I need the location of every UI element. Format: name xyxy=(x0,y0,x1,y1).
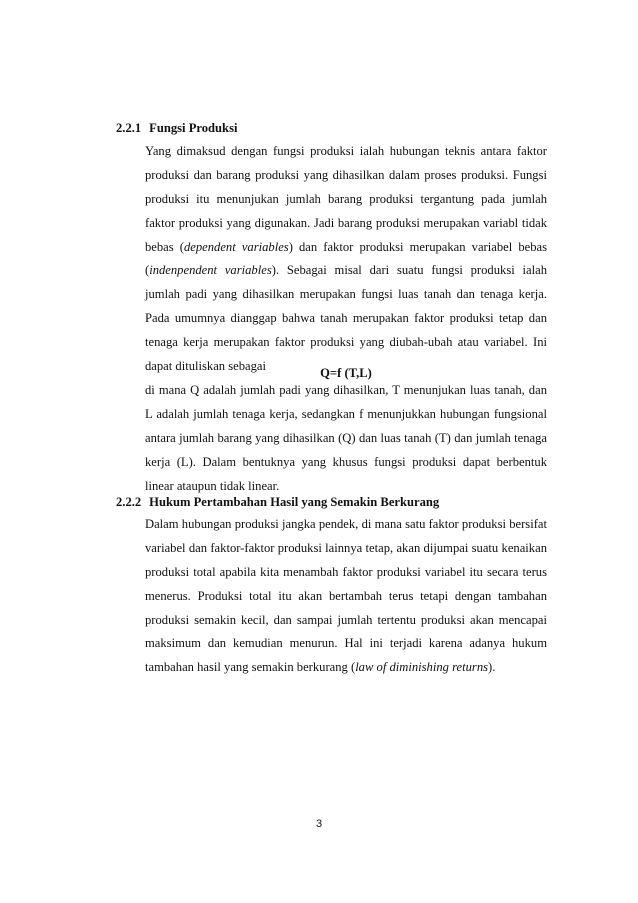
italic-term: law of diminishing returns xyxy=(355,660,489,675)
text-line: kerja (L). Dalam bentuknya yang khusus fungsi produksi dapat berbentuk xyxy=(145,454,547,469)
section-heading-2-2-1 xyxy=(116,121,237,136)
section-heading-2-2-2 xyxy=(116,495,439,510)
text-line: produksi dan barang produksi yang dihasilkan dalam proses produksi. Fungsi xyxy=(145,167,547,182)
page-number: 3 xyxy=(315,818,323,830)
text-line: faktor produksi yang digunakan. Jadi barang produksi merupakan variabl tidak xyxy=(145,215,547,230)
text-line: bebas (dependent variables) dan faktor produksi merupakan variabel bebas xyxy=(145,239,547,254)
paragraph-hukum-pertambahan xyxy=(145,513,547,680)
italic-term: indenpendent variables xyxy=(149,263,272,278)
text-line: Pada umumnya dianggap bahwa tanah merupakan faktor produksi tetap dan xyxy=(145,311,547,326)
text-line: produksi itu menunjukan jumlah barang produksi tergantung pada jumlah xyxy=(145,191,547,206)
text-line: produksi total apabila kita menambah faktor produksi variabel itu secara terus xyxy=(145,564,547,579)
text-line: L adalah jumlah tenaga kerja, sedangkan f menunjukkan hubungan fungsional xyxy=(145,406,547,421)
section-number: 2.2.1 xyxy=(116,121,142,135)
text-line: variabel dan faktor-faktor produksi lainnya tetap, akan dijumpai suatu kenaikan xyxy=(145,540,547,555)
text-line: linear ataupun tidak linear. xyxy=(145,478,280,493)
text-line: Yang dimaksud dengan fungsi produksi ialah hubungan teknis antara faktor xyxy=(145,144,547,158)
italic-term: dependent variables xyxy=(183,239,289,254)
section-title: Hukum Pertambahan Hasil yang Semakin Berkurang xyxy=(149,495,440,509)
text-line: dapat dituliskan sebagai xyxy=(145,359,267,374)
text-line: antara jumlah barang yang dihasilkan (Q) dan luas tanah (T) dan jumlah tenaga xyxy=(145,430,547,445)
text-line: produksi semakin kecil, dan sampai jumlah tertentu produksi akan mencapai xyxy=(145,612,547,627)
text-line: maksimum dan kemudian menurun. Hal ini terjadi karena adanya hukum xyxy=(145,636,547,651)
paragraph-formula-explanation xyxy=(145,379,547,498)
section-number: 2.2.2 xyxy=(116,495,142,509)
paragraph-fungsi-produksi xyxy=(145,140,547,379)
text-line: tambahan hasil yang semakin berkurang (law of diminishing returns). xyxy=(145,660,496,675)
text-line: tenaga kerja merupakan faktor produksi yang diubah-ubah atau variabel. Ini xyxy=(145,335,547,350)
text-line: jumlah padi yang dihasilkan merupakan fungsi luas tanah dan tenaga kerja. xyxy=(145,287,547,302)
text-line: menerus. Produksi total itu akan bertambah terus tetapi dengan tambahan xyxy=(145,588,547,603)
text-line: di mana Q adalah jumlah padi yang dihasilkan, T menunjukan luas tanah, dan xyxy=(145,383,547,397)
production-function-formula: Q=f (T,L) xyxy=(320,366,372,380)
text-line: Dalam hubungan produksi jangka pendek, di mana satu faktor produksi bersifat xyxy=(145,517,547,531)
section-title: Fungsi Produksi xyxy=(149,121,238,135)
text-line: (indenpendent variables). Sebagai misal dari suatu fungsi produksi ialah xyxy=(145,263,547,278)
